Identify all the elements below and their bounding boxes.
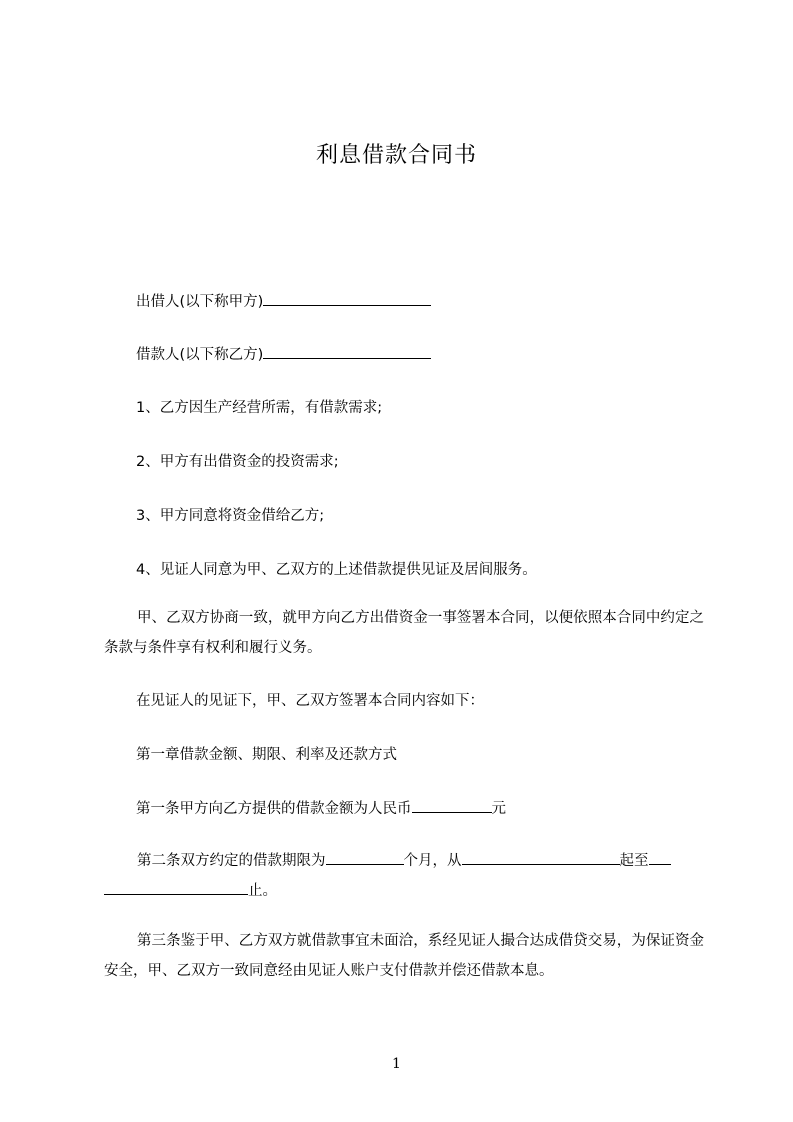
article-3: 第三条鉴于甲、乙方双方就借款事宜未面洽，系经见证人撮合达成借贷交易，为保证资金安全，甲、乙双方一致同意经由见证人账户支付借款并偿还借款本息。 <box>104 933 704 979</box>
article-2-to-text: 起至 <box>619 853 649 869</box>
lender-line <box>136 291 431 312</box>
article-2-end-text: 止。 <box>248 883 277 899</box>
loan-amount-blank[interactable] <box>412 798 492 813</box>
page-number: 1 <box>392 1056 401 1072</box>
article-1-text: 第一条甲方向乙方提供的借款金额为人民币 <box>136 801 412 817</box>
loan-term-months-blank[interactable] <box>326 850 404 865</box>
article-2-text: 第二条双方约定的借款期限为 <box>137 853 326 869</box>
article-2-mid-text: 个月，从 <box>403 853 462 869</box>
borrower-name-blank[interactable] <box>263 344 431 359</box>
borrower-label: 借款人(以下称乙方) <box>136 347 264 363</box>
document-title: 利息借款合同书 <box>315 143 477 168</box>
loan-end-date-blank[interactable] <box>104 880 248 895</box>
chapter-1-heading: 第一章借款金额、期限、利率及还款方式 <box>136 747 397 763</box>
article-2 <box>104 846 704 906</box>
loan-start-date-blank[interactable] <box>462 850 620 865</box>
witness-intro: 在见证人的见证下，甲、乙双方签署本合同内容如下： <box>136 693 484 709</box>
lender-name-blank[interactable] <box>263 291 431 306</box>
borrower-line <box>136 344 431 365</box>
agreement-paragraph: 甲、乙双方协商一致，就甲方向乙方出借资金一事签署本合同，以便依照本合同中约定之条款与条件享有权利和履行义务。 <box>104 610 704 656</box>
recital-3: 3、甲方同意将资金借给乙方; <box>136 508 325 524</box>
article-1 <box>136 798 506 819</box>
article-1-unit: 元 <box>491 801 506 817</box>
loan-end-date-blank-start[interactable] <box>649 850 671 865</box>
recital-4: 4、见证人同意为甲、乙双方的上述借款提供见证及居间服务。 <box>136 562 537 578</box>
lender-label: 出借人(以下称甲方) <box>136 294 264 310</box>
recital-1: 1、乙方因生产经营所需，有借款需求; <box>136 400 383 416</box>
recital-2: 2、甲方有出借资金的投资需求; <box>136 454 339 470</box>
